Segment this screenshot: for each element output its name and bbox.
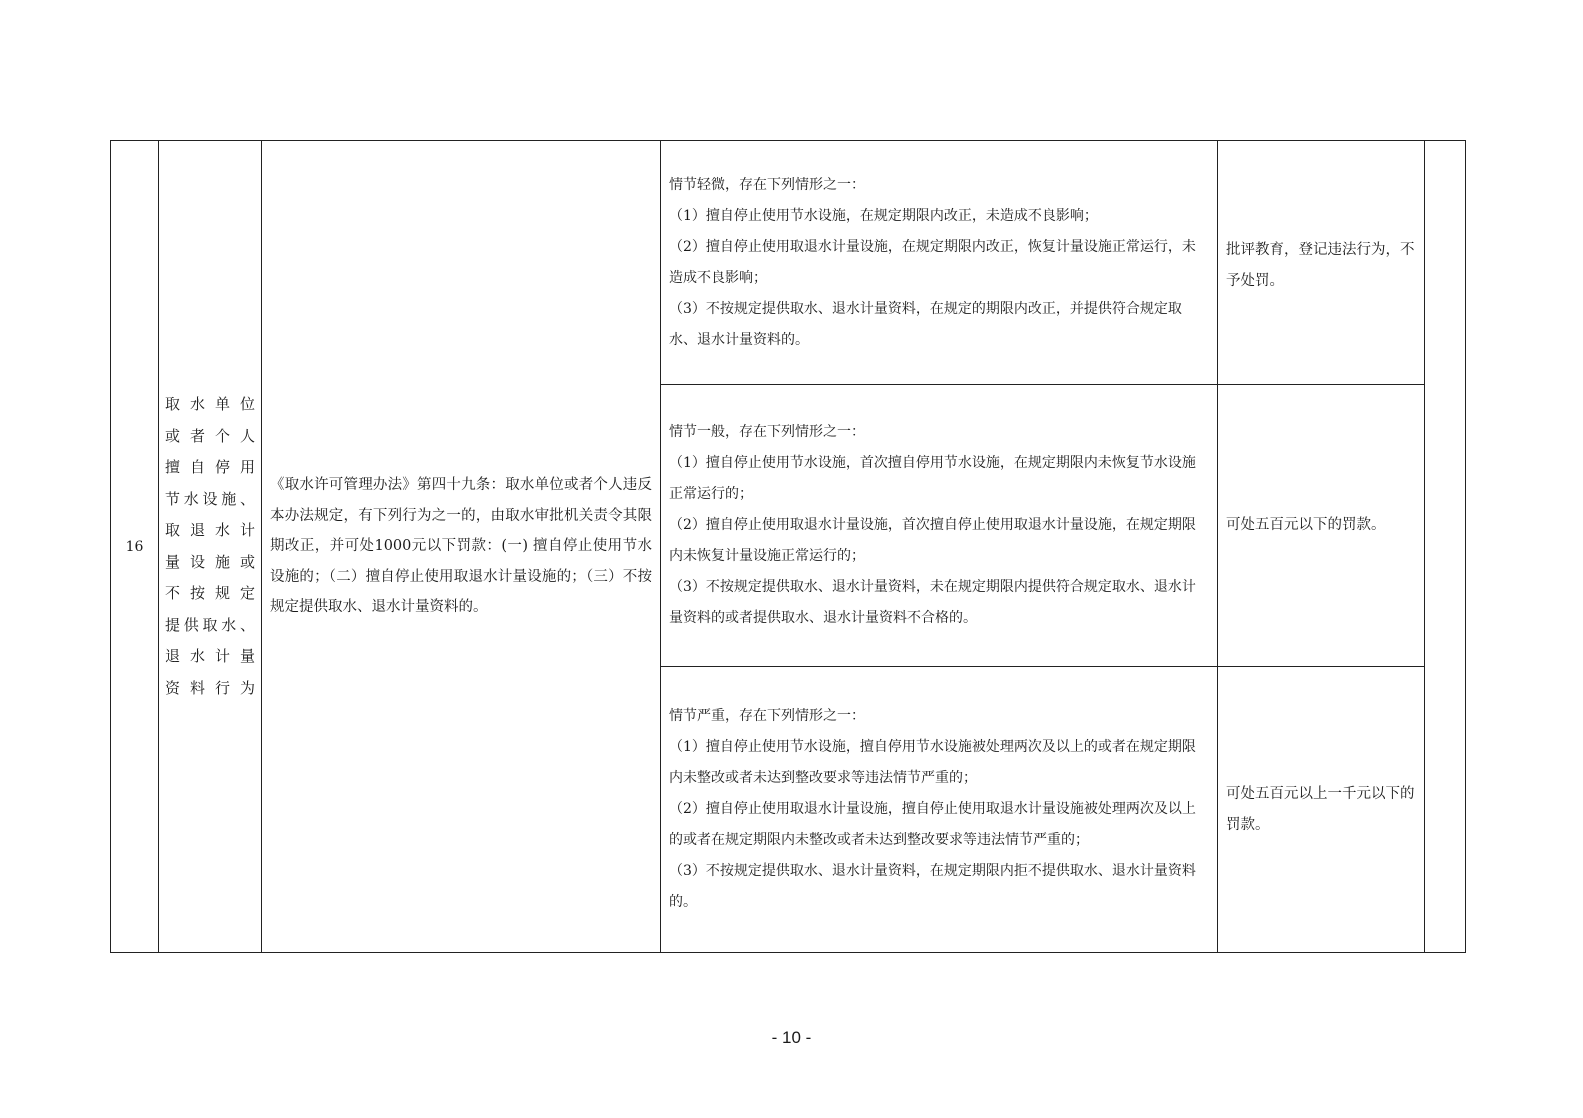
violation-item-line: 擅自停用 [165, 458, 255, 476]
violation-item-line: 不按规定 [165, 584, 255, 602]
case-line: （3）不按规定提供取水、退水计量资料，未在规定期限内提供符合规定取水、退水计量资料的或者提供取水、退水计量资料不合格的。 [669, 579, 1196, 626]
case-line: （3）不按规定提供取水、退水计量资料，在规定期限内拒不提供取水、退水计量资料的。 [669, 863, 1196, 910]
legal-basis-cell: 《取水许可管理办法》第四十九条：取水单位或者个人违反本办法规定，有下列行为之一的，由取水审批机关责令其限期改正，并可处1000元以下罚款：(一) 擅自停止使用节水设施的；（二）擅自停止使用取退水计量设施的；（三）不按规定提供取水、退水计量资料的。 [262, 141, 661, 953]
remarks-cell [1425, 141, 1466, 953]
violation-item-line: 取水单位 [165, 395, 255, 413]
violation-item-line: 资料行为 [165, 678, 255, 697]
case-line: （1）擅自停止使用节水设施，擅自停用节水设施被处理两次及以上的或者在规定期限内未整改或者未达到整改要求等违法情节严重的； [669, 739, 1196, 786]
standard-cell-general: 可处五百元以下的罚款。 [1218, 385, 1425, 667]
case-cell-minor [661, 141, 1218, 385]
case-cell-serious [661, 667, 1218, 953]
case-line: （2）擅自停止使用取退水计量设施，在规定期限内改正，恢复计量设施正常运行，未造成不良影响； [669, 238, 1196, 286]
violation-item-line: 退水计量 [165, 647, 255, 665]
case-line: 情节轻微，存在下列情形之一： [669, 176, 865, 193]
violation-item-line: 量设施或 [165, 552, 255, 571]
case-line: （1）擅自停止使用节水设施，首次擅自停用节水设施，在规定期限内未恢复节水设施正常运行的； [669, 455, 1196, 502]
standard-cell-minor: 批评教育，登记违法行为，不予处罚。 [1218, 141, 1425, 385]
violation-item-cell [159, 141, 262, 953]
page-number: - 10 - [771, 1028, 812, 1047]
case-line: （2）擅自停止使用取退水计量设施，擅自停止使用取退水计量设施被处理两次及以上的或者在规定期限内未整改或者未达到整改要求等违法情节严重的； [669, 801, 1196, 848]
case-line: （2）擅自停止使用取退水计量设施，首次擅自停止使用取退水计量设施，在规定期限内未恢复计量设施正常运行的； [669, 517, 1196, 564]
table-row [111, 141, 1466, 385]
violation-item-line: 提供取水、 [165, 615, 255, 634]
case-line: 情节严重，存在下列情形之一： [669, 708, 865, 724]
penalty-standard-table [110, 140, 1466, 953]
case-cell-general [661, 385, 1218, 667]
case-line: （1）擅自停止使用节水设施，在规定期限内改正，未造成不良影响； [669, 207, 1098, 224]
row-number: 16 [111, 141, 159, 953]
standard-cell-serious: 可处五百元以上一千元以下的罚款。 [1218, 667, 1425, 953]
case-line: （3）不按规定提供取水、退水计量资料，在规定的期限内改正，并提供符合规定取水、退水计量资料的。 [669, 300, 1182, 348]
violation-item-line: 节水设施、 [165, 489, 255, 508]
case-line: 情节一般，存在下列情形之一： [669, 424, 865, 440]
violation-item-line: 或者个人 [165, 426, 255, 445]
violation-item-line: 取退水计 [165, 521, 255, 539]
